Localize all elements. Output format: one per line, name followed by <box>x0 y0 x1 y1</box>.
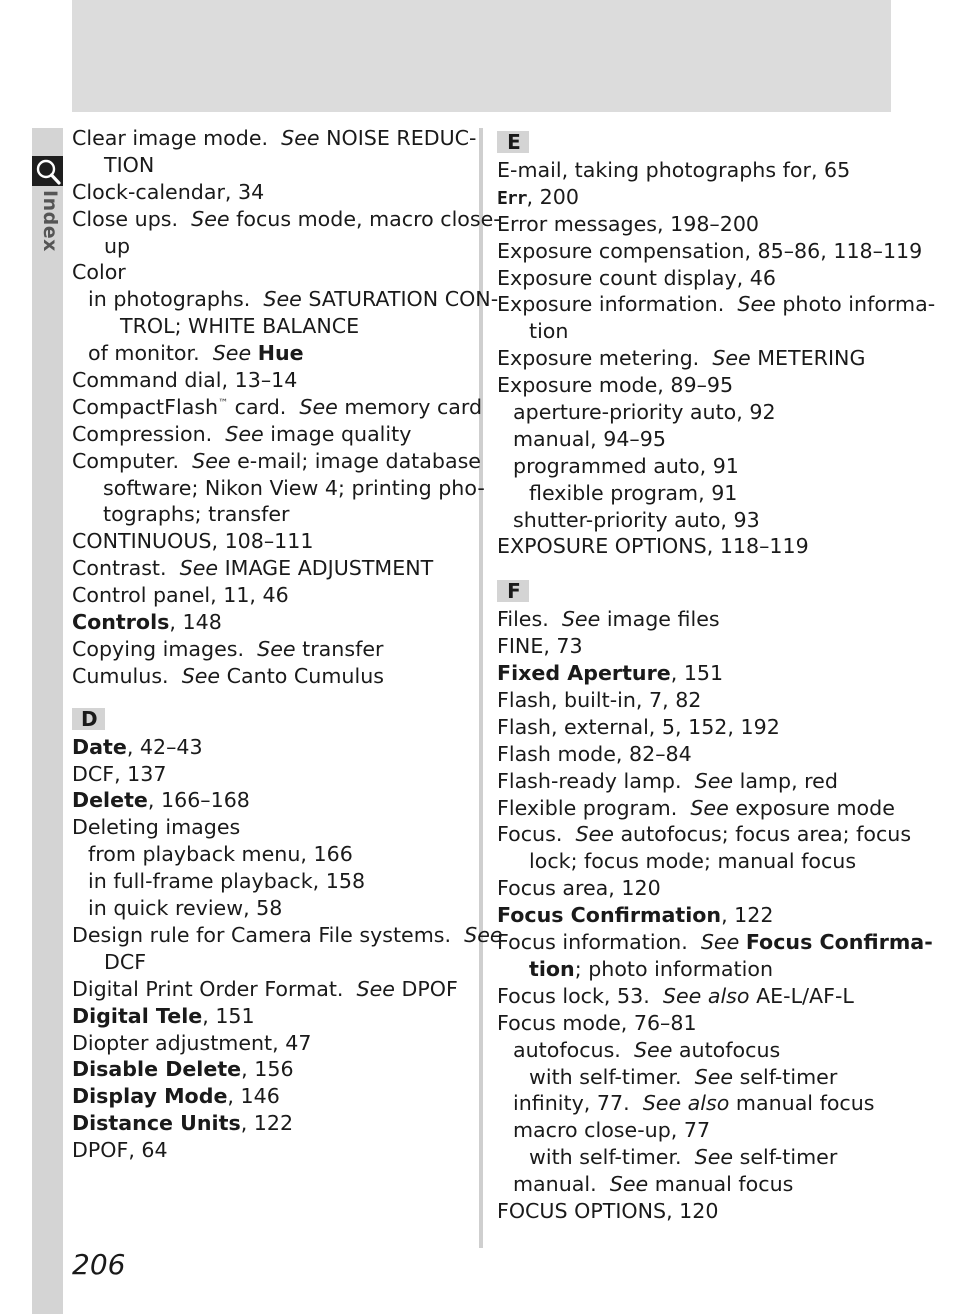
err-lcd-glyph: Err <box>497 187 527 209</box>
index-entry: Clear image mode. See NOISE REDUC- <box>72 126 477 150</box>
section-letter-d: D <box>72 708 105 730</box>
index-subentry: programmed auto, 91 <box>513 453 739 478</box>
index-entry: Diopter adjustment, 47 <box>72 1030 312 1055</box>
index-subsubentry: with self-timer. See self-timer <box>529 1064 838 1089</box>
index-subentry: in photographs. See SATURATION CON- <box>88 287 499 312</box>
index-subentry: shutter-priority auto, 93 <box>513 507 760 532</box>
index-entry: Flexible program. See exposure mode <box>497 795 895 820</box>
index-entry-continuation: tion; photo information <box>529 956 774 981</box>
index-entry: Focus area, 120 <box>497 876 661 901</box>
index-entry: Flash mode, 82–84 <box>497 741 692 766</box>
index-entry: Delete, 166–168 <box>72 788 250 813</box>
index-entry-continuation: tion <box>529 319 569 344</box>
index-entry: Disable Delete, 156 <box>72 1057 294 1082</box>
index-entry-continuation: DCF <box>104 949 147 974</box>
section-letter-e: E <box>497 131 529 153</box>
index-subentry: autofocus. See autofocus <box>513 1037 781 1062</box>
index-entry: E-mail, taking photographs for, 65 <box>497 158 851 182</box>
index-entry-continuation: software; Nikon View 4; printing pho- <box>103 475 485 500</box>
index-entry: DPOF, 64 <box>72 1138 168 1163</box>
index-entry: Digital Print Order Format. See DPOF <box>72 976 458 1001</box>
section-letter-f: F <box>497 580 529 602</box>
index-entry: DCF, 137 <box>72 761 167 786</box>
index-subentry: from playback menu, 166 <box>88 842 353 867</box>
side-tab-label: Index <box>39 190 61 252</box>
magnifier-icon <box>32 156 63 186</box>
index-entry-continuation: up <box>104 233 131 258</box>
index-entry: Controls, 148 <box>72 610 222 635</box>
index-subsubentry: with self-timer. See self-timer <box>529 1145 838 1170</box>
index-entry: Date, 42–43 <box>72 734 203 759</box>
index-entry: Fixed Aperture, 151 <box>497 661 724 686</box>
index-entry: Command dial, 13–14 <box>72 368 298 393</box>
index-subentry: in full-frame playback, 158 <box>88 869 366 894</box>
index-entry: Clock-calendar, 34 <box>72 179 265 204</box>
index-entry: Digital Tele, 151 <box>72 1003 255 1028</box>
index-side-tab <box>32 128 63 1314</box>
index-entry: Exposure information. See photo informa- <box>497 292 936 317</box>
index-subentry: in quick review, 58 <box>88 896 283 921</box>
index-entry: Flash, external, 5, 152, 192 <box>497 714 780 739</box>
index-entry: Deleting images <box>72 815 241 840</box>
index-entry-continuation: tographs; transfer <box>103 502 290 527</box>
index-entry: Cumulus. See Canto Cumulus <box>72 663 384 688</box>
index-entry: Error messages, 198–200 <box>497 211 760 236</box>
index-entry: FINE, 73 <box>497 634 583 659</box>
index-column-right <box>497 125 936 1225</box>
index-entry: CONTINUOUS, 108–111 <box>72 529 314 554</box>
index-entry: Control panel, 11, 46 <box>72 583 289 608</box>
index-entry: Exposure metering. See METERING <box>497 346 866 371</box>
index-entry: Err, 200 <box>497 184 579 209</box>
page-number: 206 <box>72 1248 126 1281</box>
index-entry: Exposure mode, 89–95 <box>497 373 734 398</box>
index-subentry: aperture-priority auto, 92 <box>513 400 776 425</box>
index-entry: Exposure count display, 46 <box>497 265 776 290</box>
index-entry: EXPOSURE OPTIONS, 118–119 <box>497 534 809 559</box>
index-entry: Copying images. See transfer <box>72 636 384 661</box>
index-entry: Distance Units, 122 <box>72 1111 294 1136</box>
index-entry: Files. See image files <box>497 607 720 632</box>
index-entry: Color <box>72 260 126 285</box>
index-entry: CompactFlash™ card. See memory card <box>72 394 483 419</box>
index-entry: Display Mode, 146 <box>72 1084 280 1109</box>
index-entry: Design rule for Camera File systems. See <box>72 922 503 947</box>
index-entry: Computer. See e-mail; image database <box>72 448 481 473</box>
index-entry: Exposure compensation, 85–86, 118–119 <box>497 238 923 263</box>
index-entry: Close ups. See focus mode, macro close- <box>72 206 501 231</box>
index-entry: Contrast. See IMAGE ADJUSTMENT <box>72 556 434 581</box>
index-subsubentry: flexible program, 91 <box>529 480 738 505</box>
header-band <box>72 0 891 112</box>
index-column-left <box>72 125 503 1164</box>
index-subentry: infinity, 77. See also manual focus <box>513 1091 875 1116</box>
index-entry: Focus. See autofocus; focus area; focus <box>497 822 912 847</box>
index-entry: Focus lock, 53. See also AE-L/AF-L <box>497 983 854 1008</box>
index-subentry: manual, 94–95 <box>513 426 666 451</box>
index-entry: Focus Confirmation, 122 <box>497 903 774 928</box>
index-entry: Flash, built-in, 7, 82 <box>497 688 702 713</box>
index-entry: FOCUS OPTIONS, 120 <box>497 1198 719 1223</box>
index-entry: Flash-ready lamp. See lamp, red <box>497 768 838 793</box>
index-subentry: manual. See manual focus <box>513 1172 794 1197</box>
index-subentry: of monitor. See Hue <box>88 341 304 366</box>
index-entry: Compression. See image quality <box>72 421 412 446</box>
index-entry-continuation: lock; focus mode; manual focus <box>529 849 857 874</box>
index-entry-continuation: TION <box>104 152 155 177</box>
index-subentry: macro close-up, 77 <box>513 1118 711 1143</box>
index-entry-continuation: TROL; WHITE BALANCE <box>120 314 360 339</box>
index-entry: Focus information. See Focus Confirma- <box>497 930 933 955</box>
index-entry: Focus mode, 76–81 <box>497 1010 697 1035</box>
